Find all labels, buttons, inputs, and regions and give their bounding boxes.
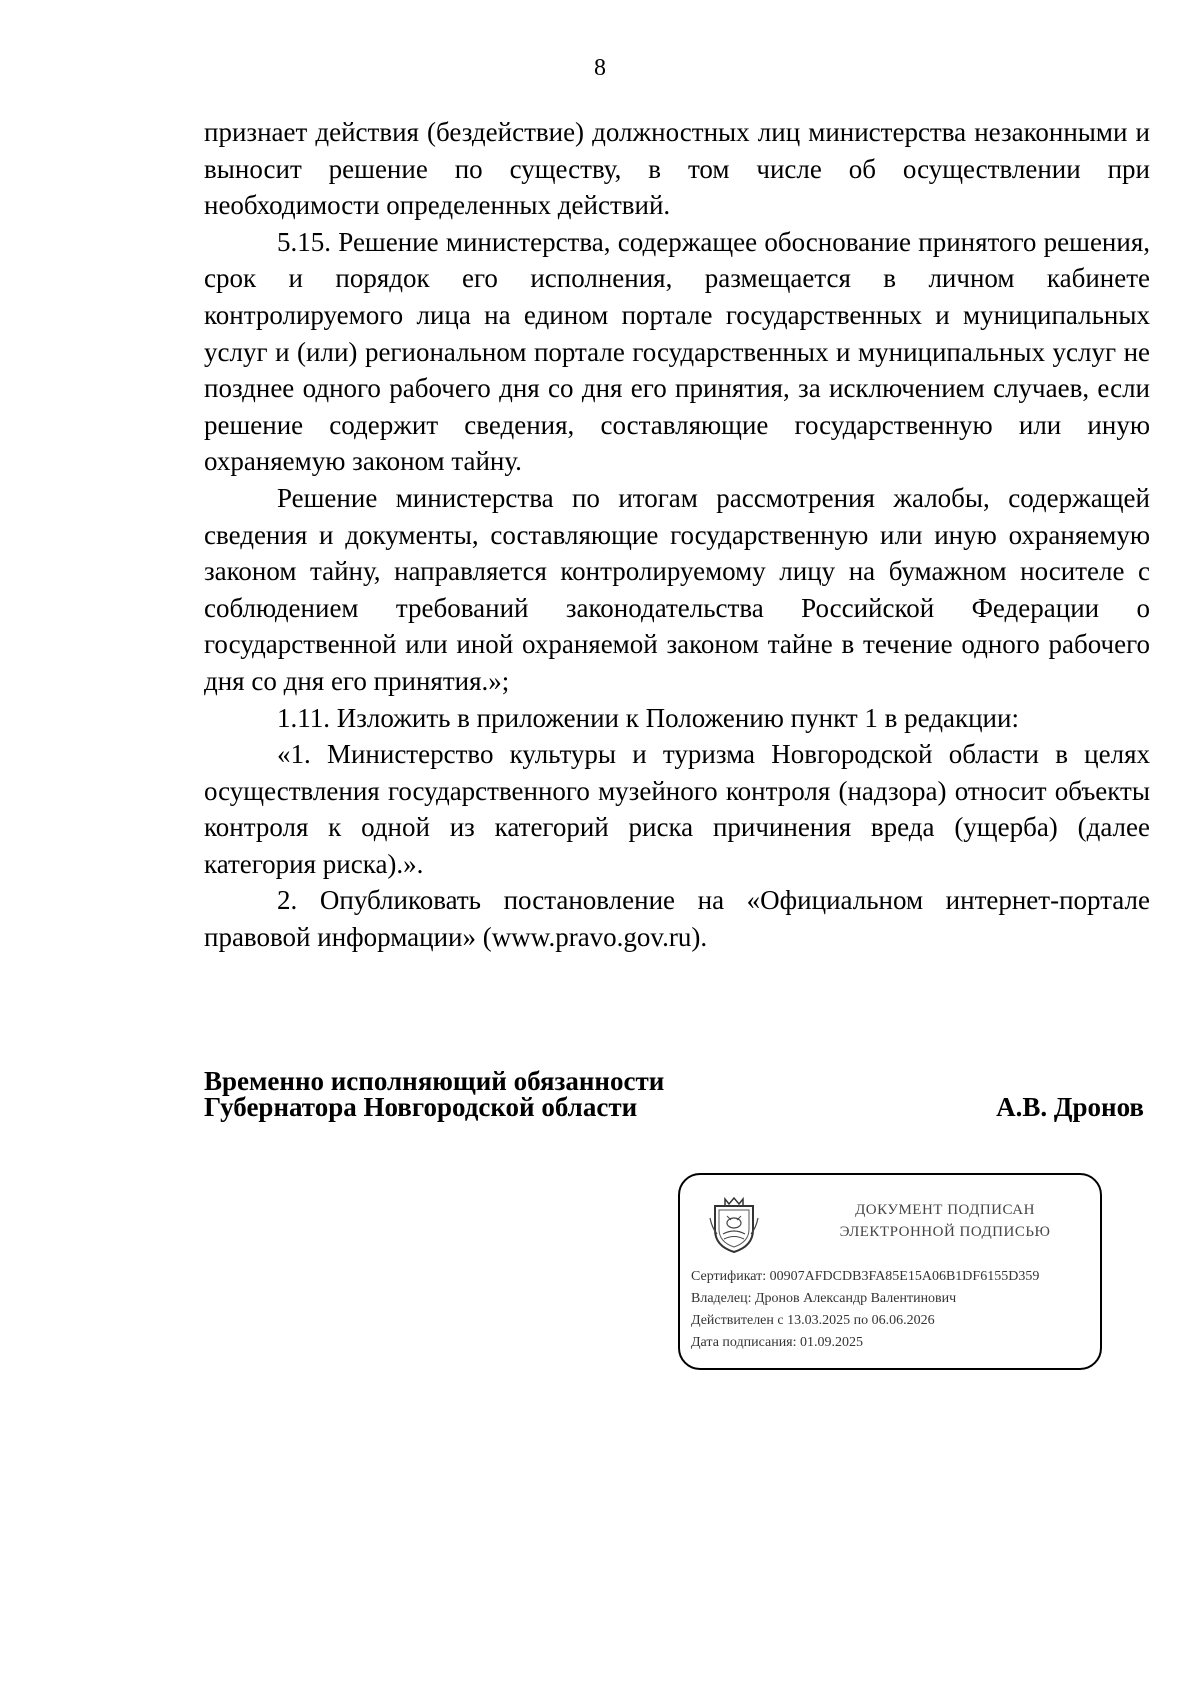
paragraph-5-15: 5.15. Решение министерства, содержащее обоснование принятого решения, срок и порядок его исполнения, размещается в личном кабинете контролируемого лица на едином портале государственных и муниципальных услуг и (или) региональном портале государственных и муниципальных услуг не позднее одного рабочего дня со дня его принятия, за исключением случаев, если решение содержит сведения, составляющие государственную или иную охраняемую законом тайну. [204,226,1150,477]
paragraph-decision-secret: Решение министерства по итогам рассмотрения жалобы, содержащей сведения и документы, составляющие государственную или иную охраняемую законом тайну, направляется контролируемому лицу на бумажном носителе с соблюдением требований законодательства Российской Федерации о государственной или иной охраняемой законом тайне в течение одного рабочего дня со дня его принятия.»; [204,482,1150,696]
signatory-name: А.В. Дронов [996,1092,1144,1122]
stamp-certificate: Сертификат: 00907AFDCDB3FA85E15A06B1DF6155D359 [691,1269,1040,1284]
paragraph-continuation: признает действия (бездействие) должностных лиц министерства незаконными и выносит решение по существу, в том числе об осуществлении при необходимости определенных действий. [204,117,1150,221]
stamp-header-line-2: ЭЛЕКТРОННОЙ ПОДПИСЬЮ [839,1224,1051,1240]
paragraph-quote-1: «1. Министерство культуры и туризма Новгородской области в целях осуществления государственного музейного контроля (надзора) относит объекты контроля к одной из категорий риска причинения вреда (ущерба) (далее категория риска).». [204,739,1150,879]
coat-of-arms-icon [709,1196,759,1254]
stamp-validity: Действителен с 13.03.2025 по 06.06.2026 [691,1313,935,1328]
electronic-signature-stamp [678,1173,1102,1370]
stamp-owner: Владелец: Дронов Александр Валентинович [691,1291,957,1306]
stamp-details [691,1266,1101,1354]
signatory-position-line-2: Губернатора Новгородской области [204,1092,638,1122]
paragraph-1-11: 1.11. Изложить в приложении к Положению пункт 1 в редакции: [277,702,1019,733]
signatory-position-line-1: Временно исполняющий обязанности [204,1066,665,1096]
page-number: 8 [594,55,606,81]
stamp-signed-date: Дата подписания: 01.09.2025 [691,1335,864,1350]
paragraph-2-publish: 2. Опубликовать постановление на «Официальном интернет-портале правовой информации» (www.pravo.gov.ru). [204,885,1150,953]
signature-block [204,1068,1144,1120]
stamp-header [800,1199,1090,1243]
stamp-header-line-1: ДОКУМЕНТ ПОДПИСАН [855,1202,1035,1218]
document-body [204,114,1150,956]
